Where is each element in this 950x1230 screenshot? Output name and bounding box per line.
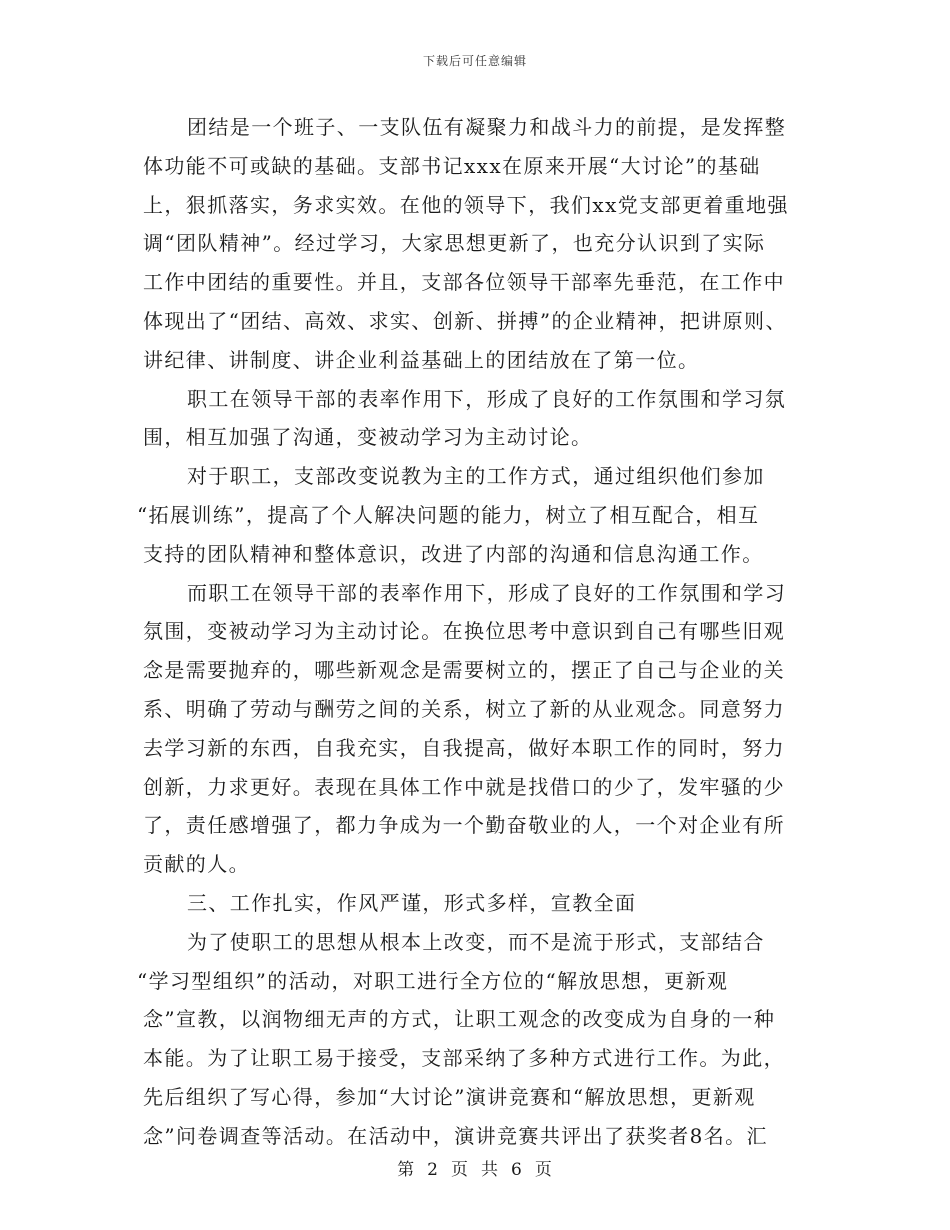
paragraph-line: 调“团队精神”。经过学习，大家思想更新了，也充分认识到了实际 — [143, 231, 766, 256]
paragraph-line: 氛围，变被动学习为主动讨论。在换位思考中意识到自己有哪些旧观 — [143, 619, 785, 644]
body-text — [137, 108, 803, 1156]
header-note: 下载后可任意编辑 — [422, 54, 527, 68]
paragraph-line: 支持的团队精神和整体意识，改进了内部的沟通和信息沟通工作。 — [143, 541, 764, 566]
footer-label: 页 — [534, 1160, 553, 1180]
paragraph-line: 贡献的人。 — [143, 852, 250, 877]
paragraph-line: “学习型组织”的活动，对职工进行全方位的“解放思想，更新观 — [137, 968, 729, 993]
paragraph-line: 念是需要抛弃的，哪些新观念是需要树立的，摆正了自己与企业的关 — [143, 658, 785, 683]
paragraph-line: 创新，力求更好。表现在具体工作中就是找借口的少了，发牢骚的少 — [143, 774, 785, 799]
paragraph-line: 而职工在领导干部的表率作用下，形成了良好的工作氛围和学习 — [187, 580, 787, 605]
paragraph-line: 上，狠抓落实，务求实效。在他的领导下，我们xx党支部更着重地强 — [143, 192, 789, 217]
paragraph-line: 念”宣教，以润物细无声的方式，让职工观念的改变成为自身的一种 — [143, 1007, 776, 1032]
paragraph-line: 团结是一个班子、一支队伍有凝聚力和战斗力的前提，是发挥整 — [187, 115, 787, 139]
page-footer — [0, 1155, 950, 1180]
footer-label: 共 — [481, 1160, 499, 1180]
paragraph-line: 先后组织了写心得，参加“大讨论”演讲竞赛和“解放思想，更新观 — [143, 1084, 756, 1109]
footer-label: 页 — [451, 1160, 469, 1180]
page-number: 2 — [427, 1160, 439, 1180]
paragraph-line: “拓展训练”，提高了个人解决问题的能力，树立了相互配合，相互 — [137, 502, 760, 527]
paragraph-line: 为了使职工的思想从根本上改变，而不是流于形式，支部结合 — [187, 929, 765, 954]
paragraph-line: 了，责任感增强了，都力争成为一个勤奋敬业的人，一个对企业有所 — [143, 813, 785, 838]
paragraph-line: 念”问卷调查等活动。在活动中，演讲竞赛共评出了获奖者8名。汇 — [143, 1123, 768, 1148]
footer-label: 第 — [397, 1160, 416, 1180]
section-heading: 三、工作扎实，作风严谨，形式多样，宣教全面 — [187, 890, 637, 915]
paragraph-line: 讲纪律、讲制度、讲企业利益基础上的团结放在了第一位。 — [143, 347, 700, 372]
paragraph-line: 围，相互加强了沟通，变被动学习为主动讨论。 — [143, 425, 593, 450]
total-pages: 6 — [511, 1160, 523, 1180]
paragraph-line: 体功能不可或缺的基础。支部书记xxx在原来开展“大讨论”的基础 — [143, 153, 761, 178]
paragraph-line: 本能。为了让职工易于接受，支部采纳了多种方式进行工作。为此， — [143, 1046, 785, 1071]
paragraph-line: 工作中团结的重要性。并且，支部各位领导干部率先垂范，在工作中 — [143, 270, 785, 295]
paragraph-line: 对于职工，支部改变说教为主的工作方式，通过组织他们参加 — [187, 464, 765, 489]
paragraph-line: 去学习新的东西，自我充实，自我提高，做好本职工作的同时，努力 — [143, 735, 785, 760]
paragraph-line: 体现出了“团结、高效、求实、创新、拼搏”的企业精神，把讲原则、 — [143, 308, 787, 333]
paragraph-line: 职工在领导干部的表率作用下，形成了良好的工作氛围和学习氛 — [187, 386, 787, 411]
paragraph-line: 系、明确了劳动与酬劳之间的关系，树立了新的从业观念。同意努力 — [143, 696, 785, 721]
